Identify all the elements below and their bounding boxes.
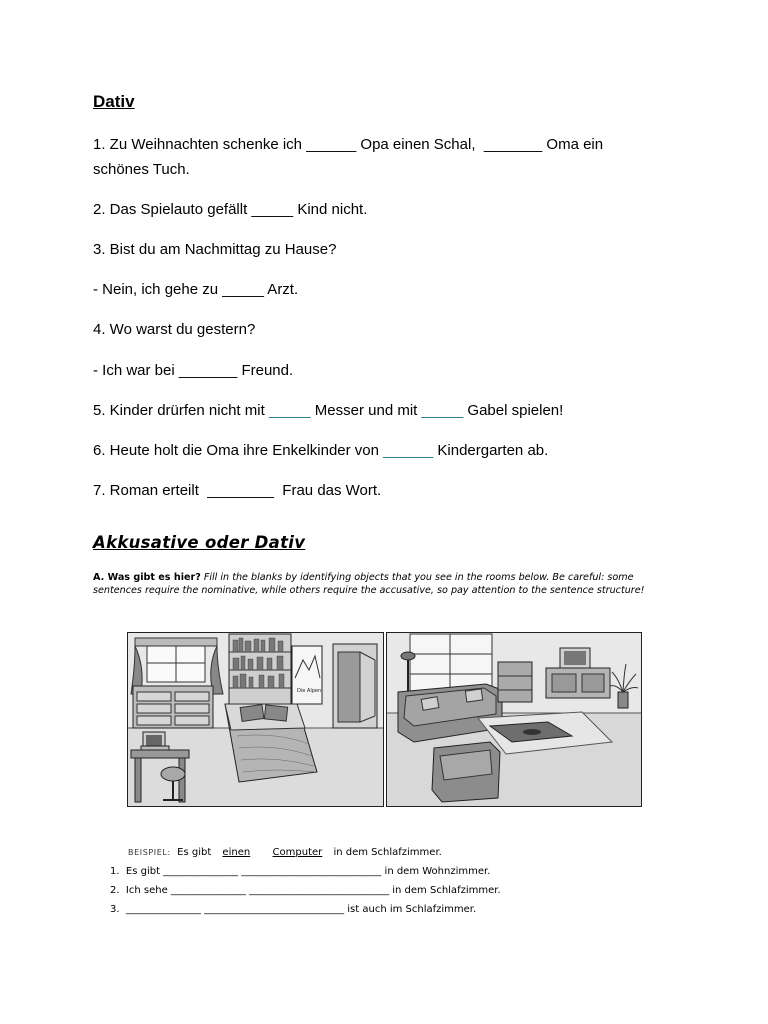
line-text: 6. Heute holt die Oma ihre Enkelkinder von (93, 442, 384, 459)
living-room-illustration (386, 632, 642, 807)
line-text: 5. Kinder drürfen nicht mit (93, 402, 269, 419)
line-text: Messer und mit (310, 402, 422, 419)
line-text: Kindergarten ab. (433, 442, 549, 459)
blank: _____ (222, 281, 264, 298)
section-title-dativ: Dativ (93, 92, 135, 111)
instructions-heading: A. Was gibt es hier? (93, 572, 201, 583)
exercise-line-3-answer (93, 281, 298, 299)
example-answer-2: Computer (272, 847, 323, 858)
line-text: Opa einen Schal, (356, 136, 484, 153)
exercise-line-1-cont: schönes Tuch. (93, 161, 190, 178)
line-text: - Nein, ich gehe zu (93, 281, 223, 298)
item-text: Ich sehe _______________ ____________________________ in dem Schlafzimmer. (125, 885, 501, 896)
example-line (128, 847, 442, 858)
exercise-line-5 (93, 402, 563, 420)
blank: _____ (421, 402, 464, 419)
example-post: in dem Schlafzimmer. (333, 847, 442, 858)
blank: _______ (178, 362, 238, 379)
bedroom-illustration (127, 632, 384, 807)
item-2 (110, 885, 501, 896)
blank: _____ (268, 402, 311, 419)
poster-label: Die Alpen (297, 688, 322, 694)
item-number: 3. (110, 904, 120, 915)
line-text: Gabel spielen! (463, 402, 564, 419)
item-number: 2. (110, 885, 120, 896)
line-text: 1. Zu Weihnachten schenke ich (93, 136, 307, 153)
exercise-line-4: 4. Wo warst du gestern? (93, 321, 256, 338)
blank: _____ (251, 201, 294, 218)
exercise-line-1 (93, 136, 603, 154)
blank: ________ (207, 482, 274, 499)
line-text: Freund. (237, 362, 294, 379)
instructions-text: Fill in the blanks by identifying objects that you see in the rooms below. Be careful: some sentences require the nominative, while others require the accusative, so pay attention to the sentence structure! (93, 572, 645, 596)
item-number: 1. (110, 866, 120, 877)
instructions (93, 572, 683, 597)
line-text: Arzt. (263, 281, 299, 298)
exercise-line-6 (93, 442, 548, 460)
example-answer-1: einen (222, 847, 251, 858)
example-label: BEISPIEL: (128, 848, 171, 857)
line-text: Oma ein (542, 136, 604, 153)
exercise-line-3: 3. Bist du am Nachmittag zu Hause? (93, 241, 337, 258)
exercise-line-7 (93, 482, 381, 500)
line-text: Kind nicht. (293, 201, 368, 218)
section-title-akkusativ-dativ: Akkusative oder Dativ (93, 533, 306, 552)
blank: ______ (383, 442, 434, 459)
exercise-line-4-answer (93, 362, 293, 380)
item-text: _______________ ____________________________ ist auch im Schlafzimmer. (125, 904, 477, 915)
line-text: Frau das Wort. (273, 482, 382, 499)
line-text: 2. Das Spielauto gefällt (93, 201, 252, 218)
blank: ______ (306, 136, 357, 153)
item-text: Es gibt _______________ ____________________________ in dem Wohnzimmer. (125, 866, 491, 877)
blank: _______ (483, 136, 543, 153)
line-text: 7. Roman erteilt (93, 482, 208, 499)
line-text: - Ich war bei (93, 362, 179, 379)
exercise-line-2 (93, 201, 367, 219)
example-pre: Es gibt (177, 847, 215, 858)
item-3 (110, 904, 476, 915)
item-1 (110, 866, 490, 877)
